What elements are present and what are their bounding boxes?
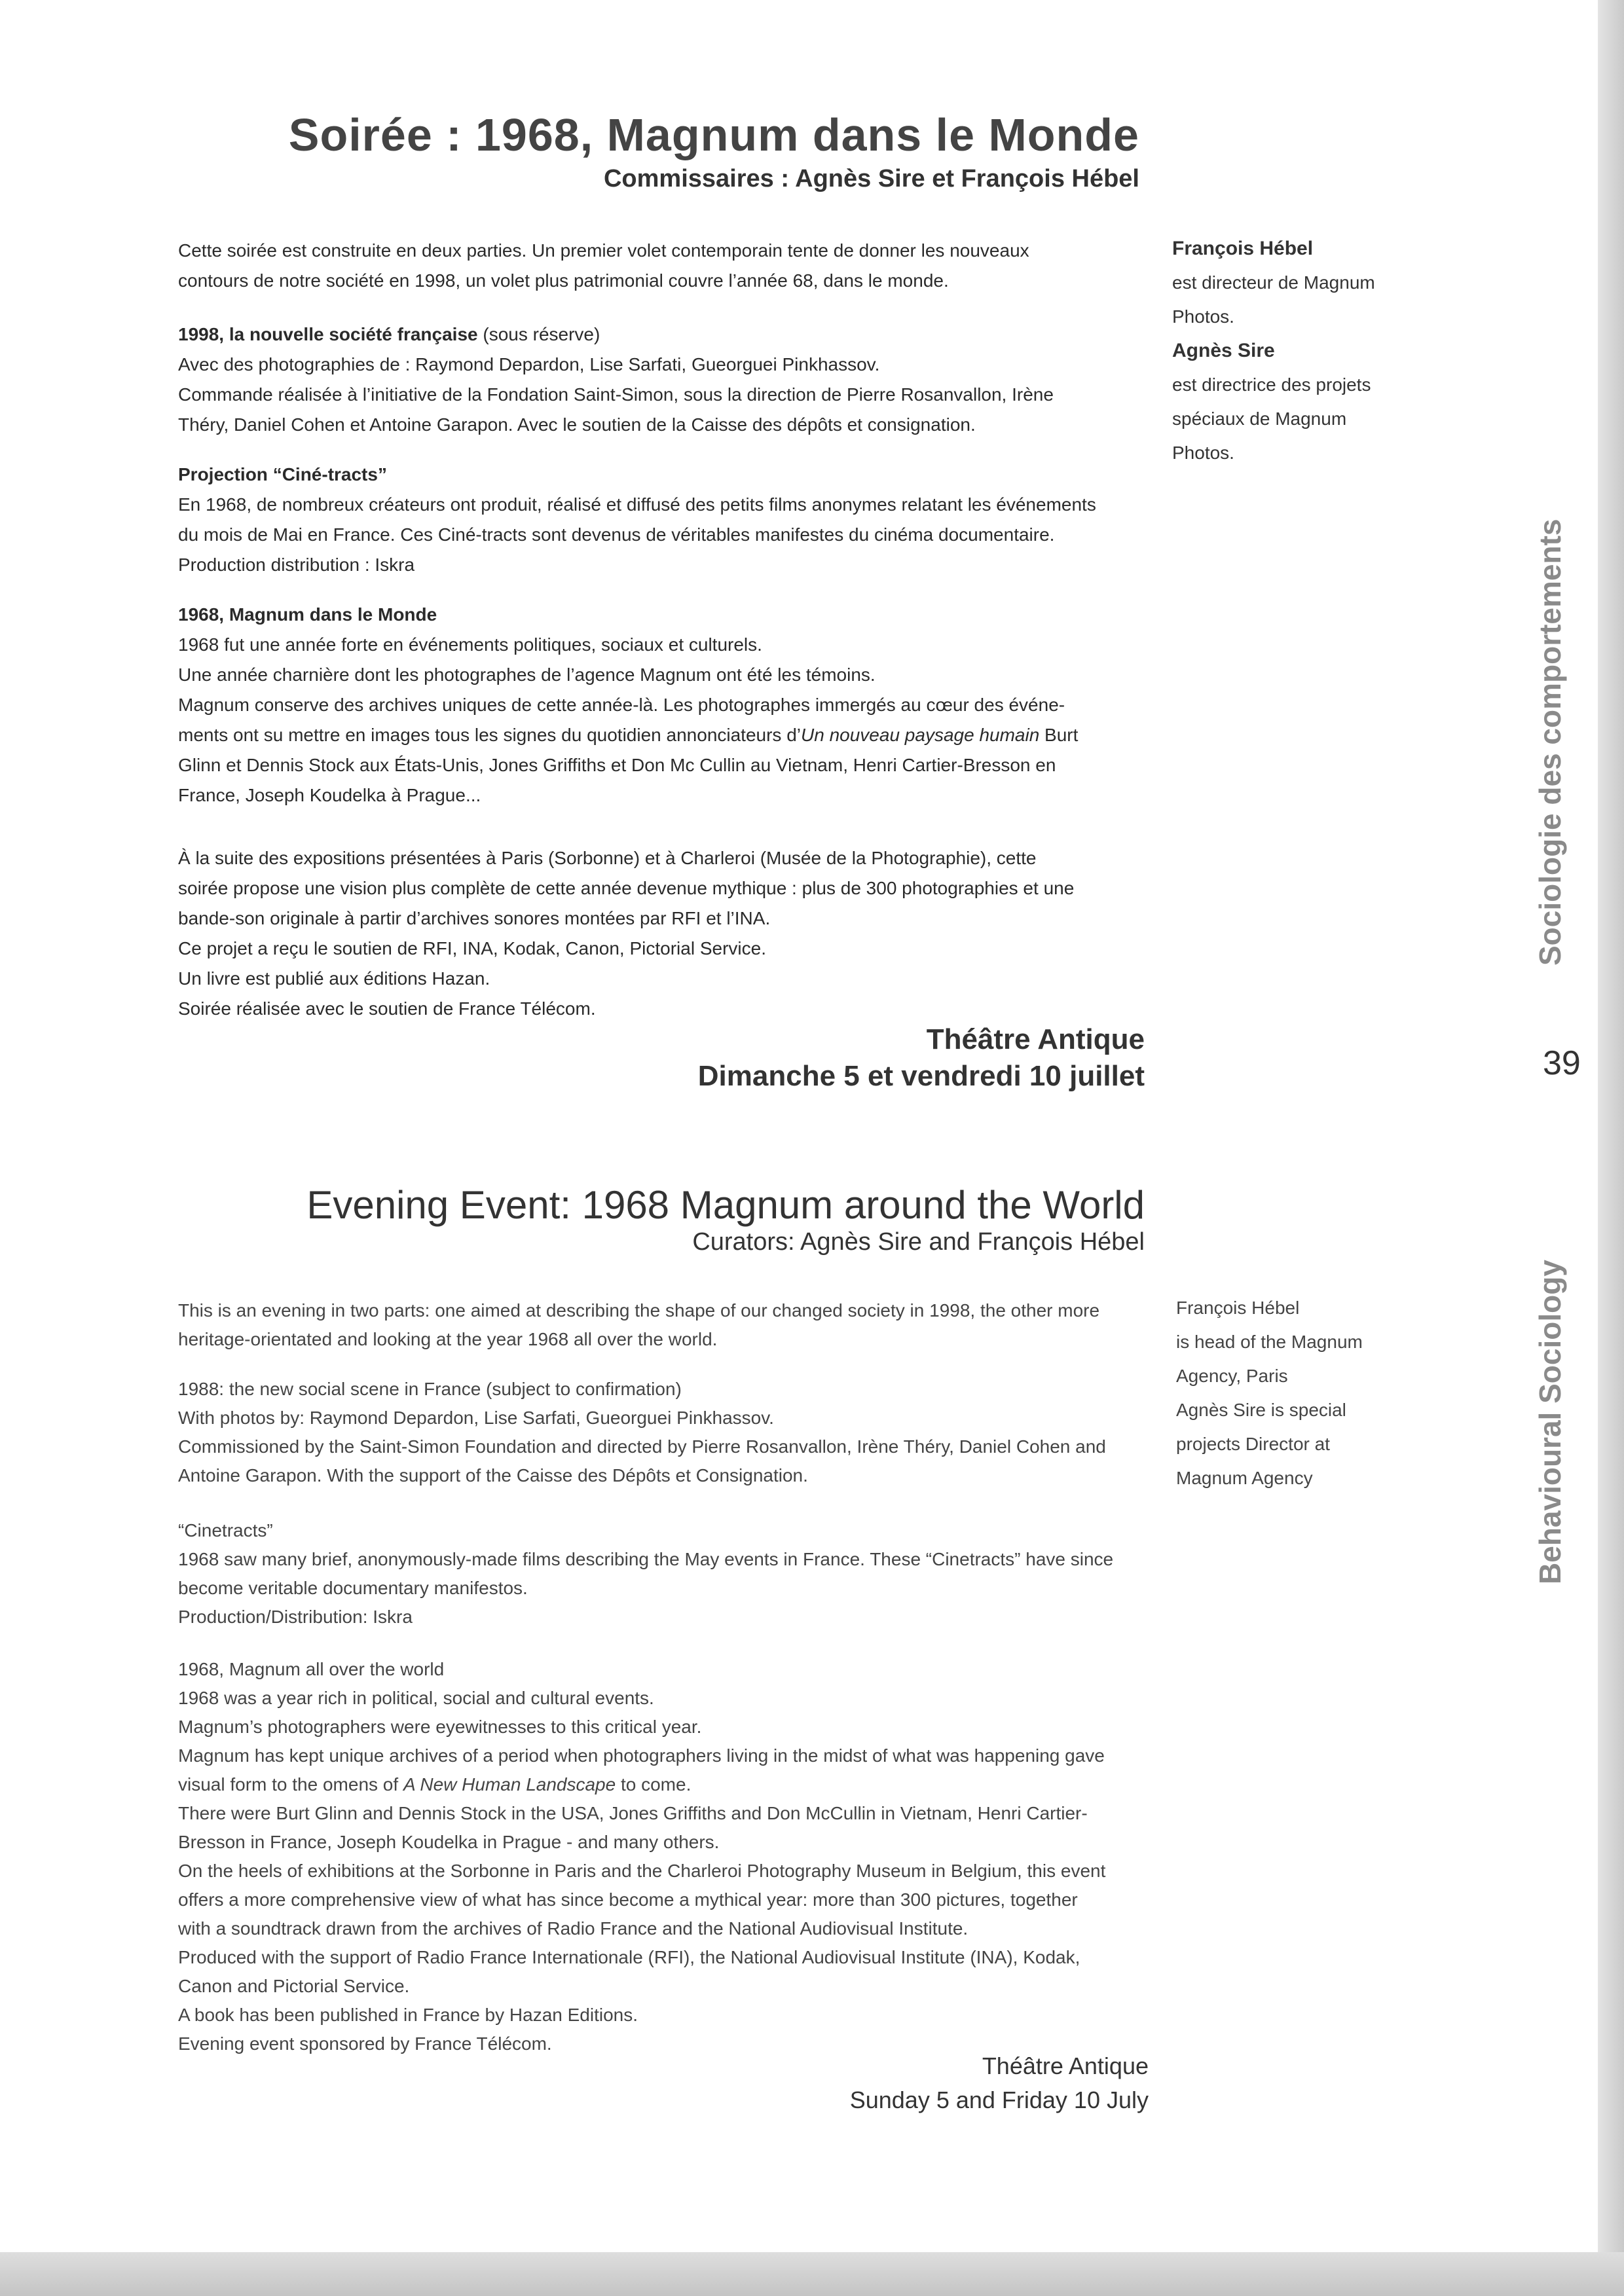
- fr-s3-line: 1968 fut une année forte en événements politiques, sociaux et culturels.: [178, 634, 762, 655]
- en-s3-line: with a soundtrack drawn from the archives of Radio France and the National Audiovisual Institute.: [178, 1918, 969, 1939]
- fr-s3-line: France, Joseph Koudelka à Prague...: [178, 785, 481, 805]
- fr-s4-line: Un livre est publié aux éditions Hazan.: [178, 968, 490, 989]
- en-s3-line: offers a more comprehensive view of what has since become a mythical year: more than 300 pictures, together: [178, 1889, 1078, 1910]
- en-side-line: Agency, Paris: [1176, 1366, 1288, 1386]
- fr-dates: Dimanche 5 et vendredi 10 juillet: [697, 1060, 1145, 1092]
- en-s3-line: 1968 was a year rich in political, social and cultural events.: [178, 1688, 654, 1708]
- fr-curators: Commissaires : Agnès Sire et François Hébel: [603, 165, 1139, 192]
- fr-s3-italic-title: Un nouveau paysage humain: [801, 725, 1040, 745]
- en-dates: Sunday 5 and Friday 10 July: [849, 2086, 1149, 2113]
- fr-s3-text: Burt: [1039, 725, 1079, 745]
- en-s1-line: 1988: the new social scene in France (subject to confirmation): [178, 1379, 682, 1399]
- en-s1-line: With photos by: Raymond Depardon, Lise Sarfati, Gueorguei Pinkhassov.: [178, 1408, 774, 1428]
- fr-side-role-2: spéciaux de Magnum: [1172, 409, 1347, 429]
- en-s2-line: 1968 saw many brief, anonymously-made films describing the May events in France. These “Cinetracts” have since: [178, 1549, 1114, 1569]
- fr-s3-line: [178, 720, 1145, 750]
- en-s3-line: Produced with the support of Radio France Internationale (RFI), the National Audiovisual Institute (INA), Kodak,: [178, 1947, 1080, 1967]
- fr-s3-line: Glinn et Dennis Stock aux États-Unis, Jones Griffiths et Don Mc Cullin au Vietnam, Henri Cartier-Bresson en: [178, 755, 1056, 775]
- en-s1-line: Antoine Garapon. With the support of the Caisse des Dépôts et Consignation.: [178, 1465, 808, 1485]
- fr-s2-line: du mois de Mai en France. Ces Ciné-tracts sont devenus de véritables manifestes du cinéma documentaire.: [178, 524, 1055, 545]
- en-venue: Théâtre Antique: [982, 2052, 1149, 2079]
- en-side-line: Agnès Sire is special: [1176, 1400, 1346, 1420]
- en-side-line: projects Director at: [1176, 1434, 1330, 1454]
- en-s3-line: Canon and Pictorial Service.: [178, 1976, 410, 1996]
- en-s2-line: become veritable documentary manifestos.: [178, 1578, 528, 1598]
- fr-side-role-2: Photos.: [1172, 443, 1234, 463]
- en-side-line: Magnum Agency: [1176, 1468, 1313, 1488]
- en-s3-text: visual form to the omens of: [178, 1774, 403, 1795]
- fr-title: Soirée : 1968, Magnum dans le Monde: [288, 109, 1139, 160]
- en-title: Evening Event: 1968 Magnum around the World: [306, 1183, 1145, 1227]
- en-s3-italic-title: A New Human Landscape: [403, 1774, 616, 1795]
- page-edge-right: [1598, 0, 1624, 2296]
- en-s3-line: On the heels of exhibitions at the Sorbonne in Paris and the Charleroi Photography Museum in Belgium, this event: [178, 1861, 1106, 1881]
- en-body: [178, 1296, 1145, 2058]
- en-s3-line: Magnum’s photographers were eyewitnesses to this critical year.: [178, 1717, 702, 1737]
- en-s3-line: Magnum has kept unique archives of a period when photographers living in the midst of what was happening gave: [178, 1745, 1105, 1766]
- en-s1-line: Commissioned by the Saint-Simon Foundation and directed by Pierre Rosanvallon, Irène Théry, Daniel Cohen and: [178, 1436, 1106, 1457]
- en-s3-line: There were Burt Glinn and Dennis Stock in the USA, Jones Griffiths and Don McCullin in Vietnam, Henri Cartier-: [178, 1803, 1088, 1823]
- en-side-line: François Hébel: [1176, 1298, 1300, 1318]
- fr-body: [178, 236, 1145, 1024]
- fr-section-1-heading: [178, 319, 1145, 350]
- en-sidebar: [1176, 1291, 1425, 1495]
- fr-s3-heading: 1968, Magnum dans le Monde: [178, 604, 437, 625]
- fr-sidebar: [1172, 232, 1421, 470]
- fr-side-role-1: Photos.: [1172, 306, 1234, 327]
- fr-s3-line: Une année charnière dont les photographes de l’agence Magnum ont été les témoins.: [178, 665, 876, 685]
- fr-intro-line: contours de notre société en 1998, un volet plus patrimonial couvre l’année 68, dans le monde.: [178, 270, 949, 291]
- en-s3-line: 1968, Magnum all over the world: [178, 1659, 445, 1679]
- en-intro-line: heritage-orientated and looking at the year 1968 all over the world.: [178, 1329, 718, 1349]
- fr-s2-heading: Projection “Ciné-tracts”: [178, 464, 387, 484]
- fr-venue: Théâtre Antique: [926, 1023, 1145, 1055]
- en-side-line: is head of the Magnum: [1176, 1332, 1363, 1352]
- fr-s4-line: À la suite des expositions présentées à Paris (Sorbonne) et à Charleroi (Musée de la Photographie), cette: [178, 848, 1037, 868]
- en-s2-line: “Cinetracts”: [178, 1520, 273, 1540]
- en-venue-block: [178, 2049, 1149, 2117]
- fr-s4-line: soirée propose une vision plus complète de cette année devenue mythique : plus de 300 photographies et une: [178, 878, 1075, 898]
- en-intro-line: This is an evening in two parts: one aimed at describing the shape of our changed society in 1998, the other more: [178, 1300, 1100, 1321]
- en-curators: Curators: Agnès Sire and François Hébel: [692, 1228, 1145, 1256]
- fr-s1-line: Avec des photographies de : Raymond Depardon, Lise Sarfati, Gueorguei Pinkhassov.: [178, 354, 880, 374]
- fr-s1-heading: 1998, la nouvelle société française: [178, 324, 478, 344]
- fr-s2-line: En 1968, de nombreux créateurs ont produit, réalisé et diffusé des petits films anonymes relatant les événements: [178, 494, 1096, 515]
- fr-side-role-2: est directrice des projets: [1172, 374, 1371, 395]
- fr-s4-line: bande-son originale à partir d’archives sonores montées par RFI et l’INA.: [178, 908, 771, 928]
- fr-s4-line: Soirée réalisée avec le soutien de France Télécom.: [178, 998, 596, 1019]
- fr-s1-note: (sous réserve): [477, 324, 600, 344]
- margin-label-fr: Sociologie des comportements: [1533, 519, 1567, 966]
- fr-s4-line: Ce projet a reçu le soutien de RFI, INA, Kodak, Canon, Pictorial Service.: [178, 938, 766, 958]
- page-number: 39: [1543, 1044, 1581, 1082]
- margin-label-en: Behavioural Sociology: [1533, 1260, 1567, 1584]
- page-edge-bottom: [0, 2252, 1624, 2296]
- fr-s1-line: Théry, Daniel Cohen et Antoine Garapon. Avec le soutien de la Caisse des dépôts et consignation.: [178, 414, 976, 435]
- en-s2-line: Production/Distribution: Iskra: [178, 1607, 413, 1627]
- fr-side-role-1: est directeur de Magnum: [1172, 272, 1375, 293]
- fr-s3-text: ments ont su mettre en images tous les signes du quotidien annonciateurs d’: [178, 725, 802, 745]
- fr-side-name-1: François Hébel: [1172, 238, 1314, 259]
- en-s3-line: Bresson in France, Joseph Koudelka in Prague - and many others.: [178, 1832, 720, 1852]
- fr-s1-line: Commande réalisée à l’initiative de la Fondation Saint-Simon, sous la direction de Pierre Rosanvallon, Irène: [178, 384, 1054, 405]
- en-s3-line: Evening event sponsored by France Télécom.: [178, 2033, 552, 2054]
- en-s3-line: [178, 1770, 1145, 1799]
- en-s3-text: to come.: [616, 1774, 692, 1795]
- fr-venue-block: [178, 1021, 1145, 1095]
- fr-side-name-2: Agnès Sire: [1172, 340, 1275, 361]
- fr-intro-line: Cette soirée est construite en deux parties. Un premier volet contemporain tente de donner les nouveaux: [178, 240, 1029, 261]
- fr-s3-line: Magnum conserve des archives uniques de cette année-là. Les photographes immergés au cœur des événe-: [178, 695, 1065, 715]
- en-s3-line: A book has been published in France by Hazan Editions.: [178, 2005, 638, 2025]
- fr-s2-line: Production distribution : Iskra: [178, 555, 415, 575]
